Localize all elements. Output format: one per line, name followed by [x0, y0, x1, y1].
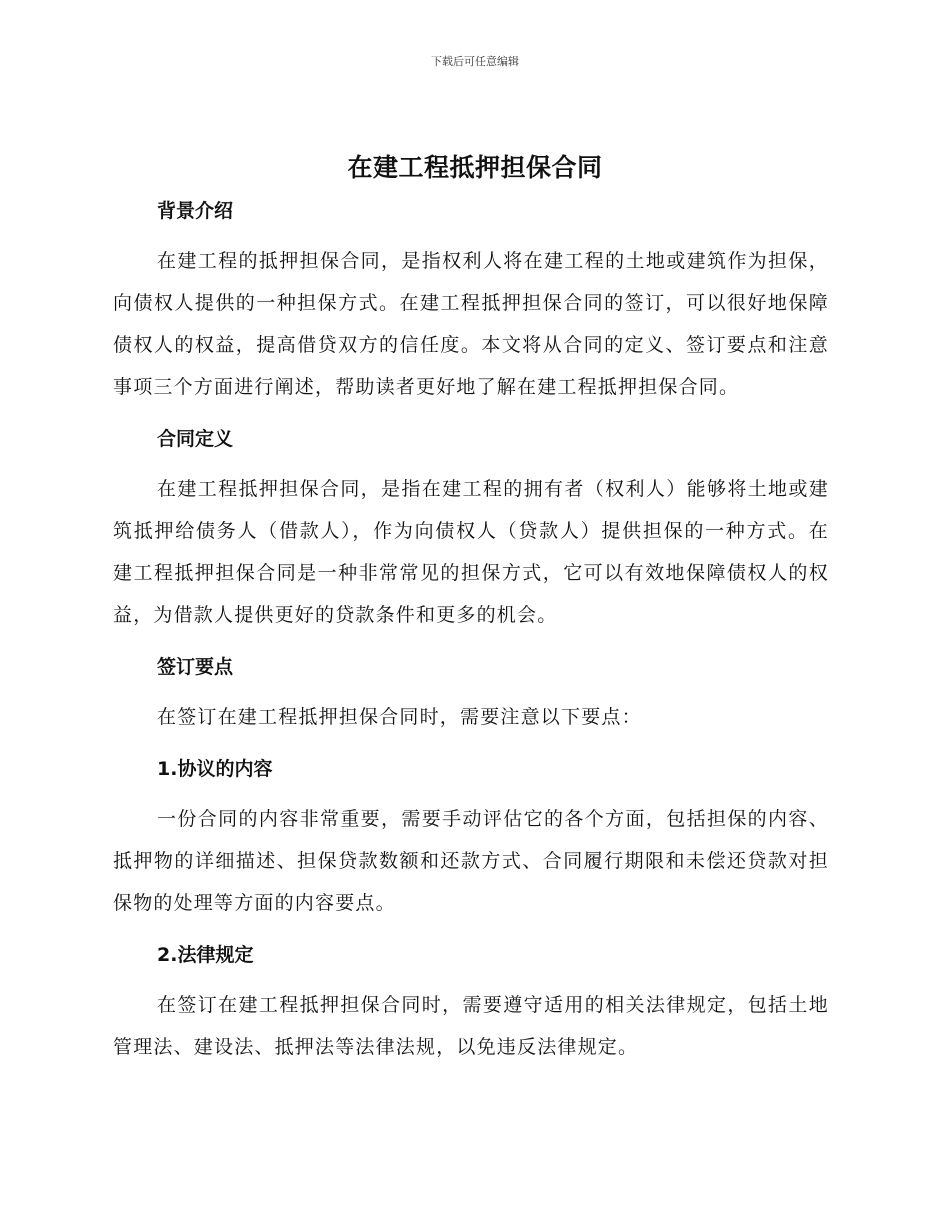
- document-body: [113, 190, 829, 1068]
- section-heading-background: 背景介绍: [157, 200, 234, 222]
- section-paragraph-signing-points: 在签订在建工程抵押担保合同时，需要注意以下要点：: [157, 706, 642, 728]
- section-heading-definition: 合同定义: [157, 428, 234, 450]
- section-paragraph-definition: 在建工程抵押担保合同，是指在建工程的拥有者（权利人）能够将土地或建筑抵押给债务人（借款人），作为向债权人（贷款人）提供担保的一种方式。在建工程抵押担保合同是一种非常常见的担保方式，它可以有效地保障债权人的权益，为借款人提供更好的贷款条件和更多的机会。: [113, 478, 829, 626]
- section-heading-agreement-content: 1.协议的内容: [157, 758, 273, 780]
- page-header-note: 下载后可任意编辑: [431, 55, 519, 68]
- section-paragraph-agreement-content: 一份合同的内容非常重要，需要手动评估它的各个方面，包括担保的内容、抵押物的详细描述、担保贷款数额和还款方式、合同履行期限和未偿还贷款对担保物的处理等方面的内容要点。: [113, 808, 829, 914]
- section-paragraph-legal-rules: 在签订在建工程抵押担保合同时，需要遵守适用的相关法律规定，包括土地管理法、建设法、抵押法等法律法规，以免违反法律规定。: [113, 994, 829, 1058]
- section-heading-signing-points: 签订要点: [157, 656, 234, 678]
- section-paragraph-background: 在建工程的抵押担保合同，是指权利人将在建工程的土地或建筑作为担保，向债权人提供的一种担保方式。在建工程抵押担保合同的签订，可以很好地保障债权人的权益，提高借贷双方的信任度。本文将从合同的定义、签订要点和注意事项三个方面进行阐述，帮助读者更好地了解在建工程抵押担保合同。: [113, 250, 829, 398]
- document-title: 在建工程抵押担保合同: [347, 153, 603, 182]
- section-heading-legal-rules: 2.法律规定: [157, 944, 254, 966]
